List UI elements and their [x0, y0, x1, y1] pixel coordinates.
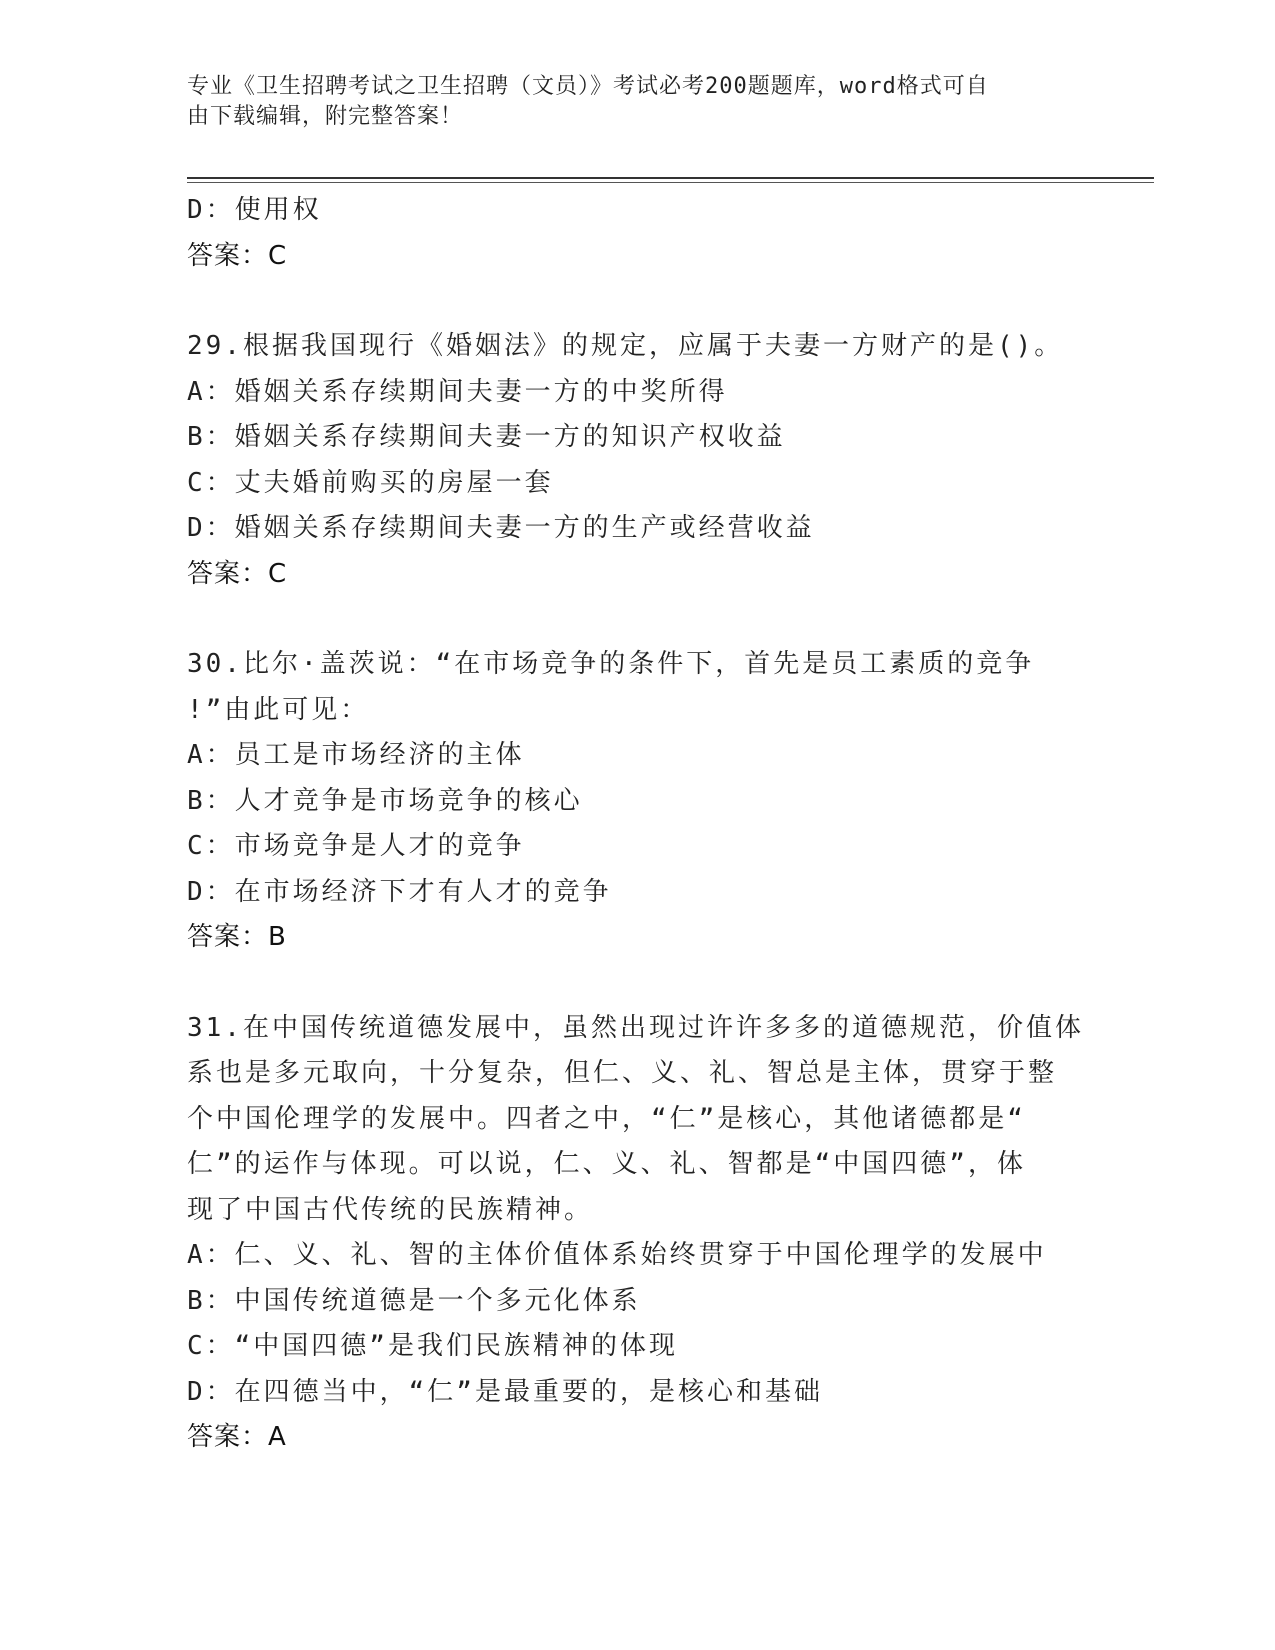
stem-line: 29.根据我国现行《婚姻法》的规定，应属于夫妻一方财产的是()。: [187, 331, 1064, 361]
option-d: D：婚姻关系存续期间夫妻一方的生产或经营收益: [187, 513, 815, 543]
stem-line: 现了中国古代传统的民族精神。: [187, 1194, 594, 1225]
header-divider-thick: [187, 177, 1154, 179]
option-d: D：在四德当中，“仁”是最重要的，是核心和基础: [187, 1376, 823, 1407]
option-a: A：仁、义、礼、智的主体价值体系始终贯穿于中国伦理学的发展中: [187, 1240, 1047, 1270]
option-c: C：市场竞争是人才的竞争: [187, 831, 525, 861]
question-31: [187, 1006, 1087, 1461]
question-stem: [187, 1006, 1087, 1234]
option-a: A：员工是市场经济的主体: [187, 740, 525, 770]
header-divider-thin: [187, 182, 1154, 183]
header-line-2: 由下载编辑，附完整答案！: [187, 104, 464, 129]
question-30: [187, 642, 1087, 961]
stem-line: 31.在中国传统道德发展中，虽然出现过许许多多的道德规范，价值体: [187, 1012, 1084, 1043]
question-stem: [187, 324, 1087, 370]
stem-line: 系也是多元取向，十分复杂，但仁、义、礼、智总是主体，贯穿于整: [187, 1058, 1058, 1088]
header-line-1: 专业《卫生招聘考试之卫生招聘（文员）》考试必考200题题库，word格式可自: [187, 74, 989, 99]
document-header: [187, 72, 1067, 132]
stem-line: !”由此可见：: [187, 694, 370, 725]
answer-line: 答案：A: [187, 1422, 287, 1452]
answer-line: 答案：C: [187, 240, 288, 271]
stem-line: 30.比尔·盖茨说：“在市场竞争的条件下，首先是员工素质的竞争: [187, 649, 1035, 679]
option-b: B：人才竞争是市场竞争的核心: [187, 785, 583, 816]
stem-line: 仁”的运作与体现。可以说，仁、义、礼、智都是“中国四德”，体: [187, 1149, 1026, 1179]
question-spacer: [187, 597, 1087, 642]
option-d: D：在市场经济下才有人才的竞争: [187, 876, 612, 907]
question-spacer: [187, 279, 1087, 324]
option-b: B：中国传统道德是一个多元化体系: [187, 1285, 641, 1316]
option-c: C：丈夫婚前购买的房屋一套: [187, 467, 554, 498]
question-29: [187, 324, 1087, 597]
option-d: D：使用权: [187, 195, 322, 225]
question-list: [187, 188, 1087, 1461]
option-a: A：婚姻关系存续期间夫妻一方的中奖所得: [187, 376, 728, 407]
answer-line: 答案：C: [187, 558, 288, 589]
question-spacer: [187, 961, 1087, 1006]
option-b: B：婚姻关系存续期间夫妻一方的知识产权收益: [187, 422, 786, 452]
stem-line: 个中国伦理学的发展中。四者之中，“仁”是核心，其他诸德都是“: [187, 1103, 1026, 1134]
answer-line: 答案：B: [187, 922, 287, 952]
option-c: C：“中国四德”是我们民族精神的体现: [187, 1331, 678, 1361]
question-28-tail: [187, 188, 1087, 279]
question-stem: [187, 642, 1087, 733]
